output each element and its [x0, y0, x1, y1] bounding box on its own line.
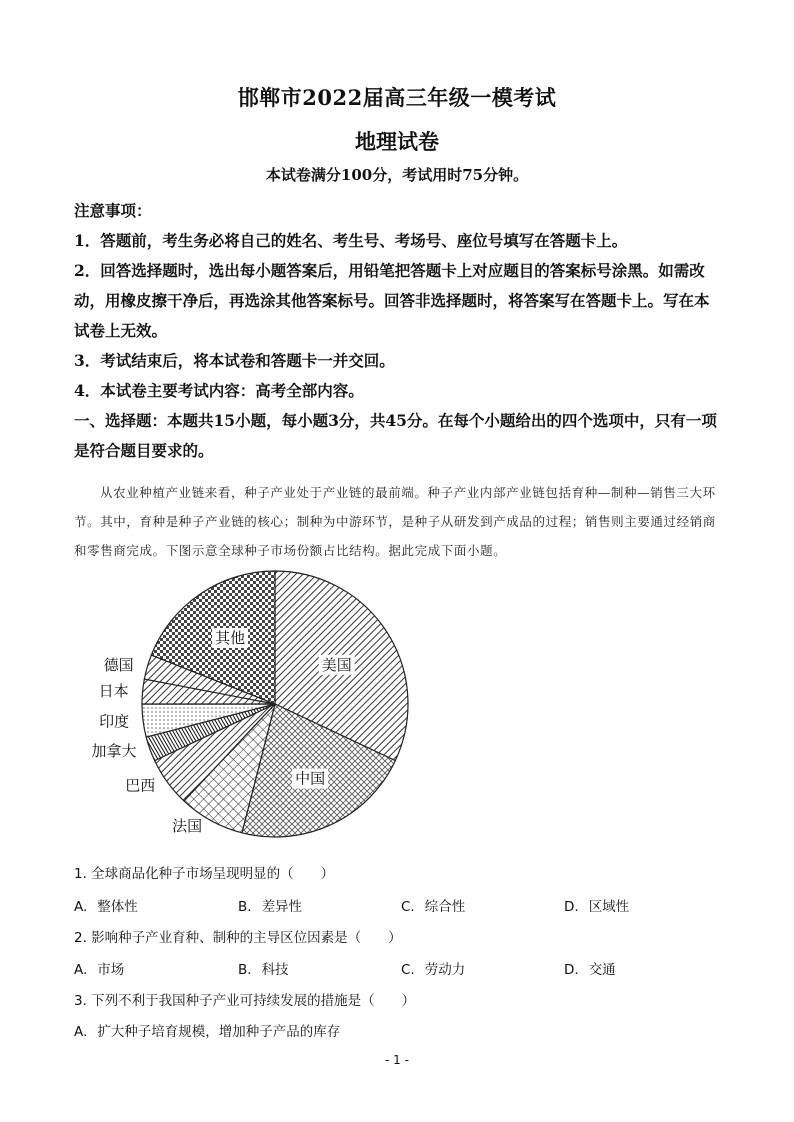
question-1-stem: 1. 全球商品化种子市场呈现明显的（ ）: [74, 866, 335, 882]
exam-title: 邯郸市2022届高三年级一模考试: [237, 85, 557, 110]
option-text: 差异性: [261, 899, 303, 915]
option-text: 扩大种子培育规模，增加种子产品的库存: [97, 1024, 341, 1040]
pie-label-5: 印度: [99, 712, 130, 731]
instructions-heading: 注意事项：: [74, 201, 152, 220]
pie-label-6: 日本: [98, 681, 129, 700]
pie-label-1: 中国: [295, 769, 326, 788]
q1-option-c[interactable]: [401, 895, 465, 915]
option-letter: A.: [74, 962, 88, 978]
option-letter: B.: [238, 962, 252, 978]
q1-option-b[interactable]: [238, 895, 302, 915]
instruction-item: 2．回答选择题时，选出每小题答案后，用铅笔把答题卡上对应题目的答案标号涂黑。如需改动，用橡皮擦干净后，再选涂其他答案标号。回答非选择题时，将答案写在答题卡上。写在本试卷上无效。: [74, 261, 710, 340]
option-letter: D.: [564, 899, 579, 915]
option-letter: A.: [74, 1024, 88, 1040]
q2-option-a[interactable]: [74, 958, 124, 978]
option-text: 整体性: [97, 899, 138, 915]
option-letter: B.: [238, 899, 252, 915]
option-letter: C.: [401, 899, 415, 915]
option-text: 综合性: [424, 899, 466, 915]
score-note: 本试卷满分100分，考试用时75分钟。: [265, 166, 529, 184]
pie-label-8: 其他: [215, 629, 246, 647]
pie-label-4: 加拿大: [91, 742, 137, 761]
instruction-item: 3．考试结束后，将本试卷和答题卡一并交回。: [74, 351, 395, 370]
pie-label-0: 美国: [321, 655, 352, 674]
seed-market-pie-chart: [70, 566, 430, 846]
q2-option-d[interactable]: [564, 958, 616, 978]
option-letter: D.: [564, 962, 579, 978]
option-text: 科技: [261, 962, 289, 978]
pie-label-3: 巴西: [125, 776, 156, 795]
option-letter: C.: [401, 962, 415, 978]
section-heading: 一、选择题：本题共15小题，每小题3分，共45分。在每个小题给出的四个选项中，只有一项是符合题目要求的。: [74, 411, 717, 460]
question-2-stem: 2. 影响种子产业育种、制种的主导区位因素是（ ）: [74, 930, 402, 946]
q2-option-b[interactable]: [238, 958, 289, 978]
subject-title: 地理试卷: [355, 129, 439, 154]
q3-option-a[interactable]: [74, 1020, 340, 1040]
q1-option-a[interactable]: [74, 895, 138, 915]
option-text: 交通: [588, 962, 616, 978]
pie-label-7: 德国: [103, 656, 134, 675]
page-number: - 1 -: [385, 1053, 409, 1067]
instructions: [74, 196, 724, 466]
option-text: 市场: [97, 962, 125, 978]
q1-option-d[interactable]: [564, 895, 629, 915]
q2-option-c[interactable]: [401, 958, 465, 978]
option-letter: A.: [74, 899, 88, 915]
pie-label-2: 法国: [172, 816, 203, 835]
question-3-stem: 3. 下列不利于我国种子产业可持续发展的措施是（ ）: [74, 993, 416, 1009]
instruction-item: 1．答题前，考生务必将自己的姓名、考生号、考场号、座位号填写在答题卡上。: [74, 231, 628, 250]
option-text: 劳动力: [424, 962, 466, 978]
instruction-item: 4．本试卷主要考试内容：高考全部内容。: [74, 381, 364, 400]
reading-passage: 从农业种植产业链来看，种子产业处于产业链的最前端。种子产业内部产业链包括育种—制种—销售三大环节。其中，育种是种子产业链的核心；制种为中游环节，是种子从研发到产成品的过程；销售则主要通过经销商和零售商完成。下图示意全球种子市场份额占比结构。据此完成下面小题。: [74, 485, 716, 558]
option-text: 区域性: [588, 899, 630, 915]
